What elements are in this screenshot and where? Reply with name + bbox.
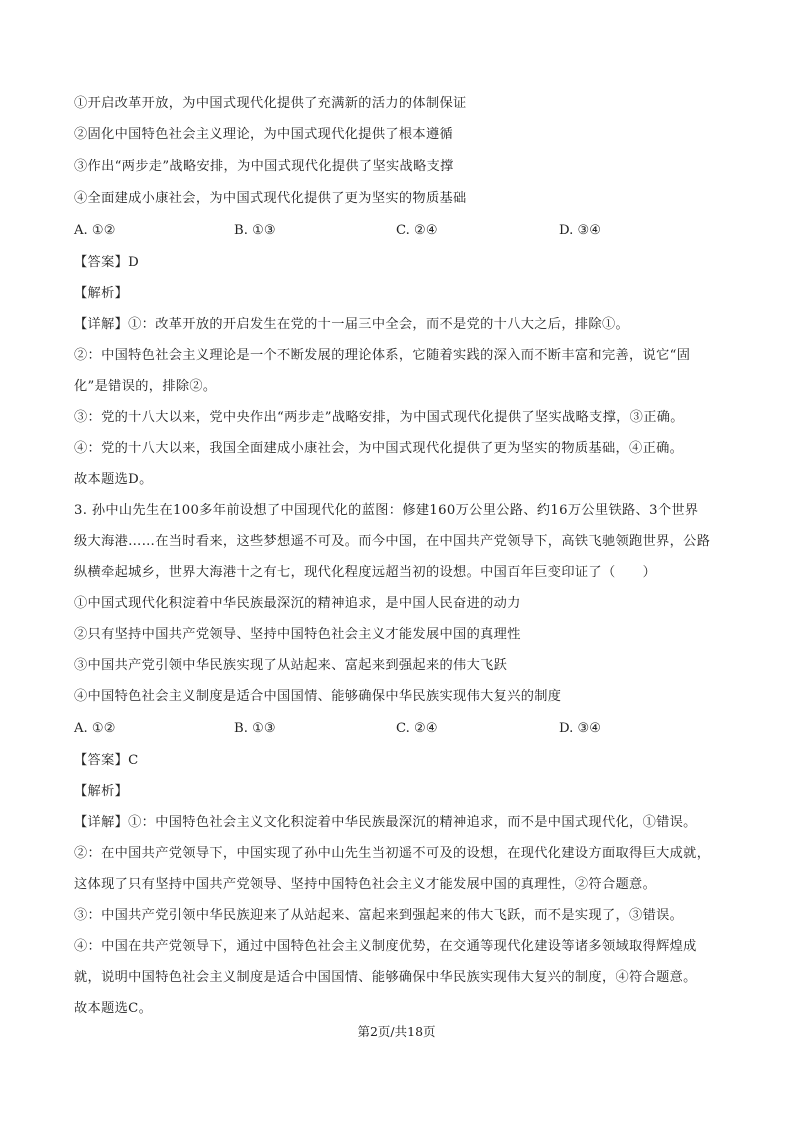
q3-option-d: D. ③④ — [559, 721, 602, 736]
q3-statement-4: ④中国特色社会主义制度是适合中国国情、能够确保中华民族实现伟大复兴的制度 — [74, 689, 562, 704]
q2-analysis-line-2: ②：中国特色社会主义理论是一个不断发展的理论体系，它随着实践的深入而不断丰富和完善，说它“固 — [74, 348, 691, 363]
q3-analysis-line-4: ③：中国共产党引领中华民族迎来了从站起来、富起来到强起来的伟大飞跃，而不是实现了，③错误。 — [74, 908, 684, 923]
q2-analysis-line-3: 化”是错误的，排除②。 — [74, 379, 217, 394]
q2-analysis-line-5: ④：党的十八大以来，我国全面建成小康社会，为中国式现代化提供了更为坚实的物质基础，④正确。 — [74, 441, 684, 456]
q3-analysis-line-5: ④：中国在共产党领导下，通过中国特色社会主义制度优势，在交通等现代化建设等诸多领域取得辉煌成 — [74, 939, 697, 954]
q2-option-c: C. ②④ — [396, 223, 438, 238]
q3-statement-1: ①中国式现代化积淀着中华民族最深沉的精神追求，是中国人民奋进的动力 — [74, 596, 521, 611]
q3-analysis-line-7: 故本题选C。 — [74, 1001, 153, 1016]
q3-statement-3: ③中国共产党引领中华民族实现了从站起来、富起来到强起来的伟大飞跃 — [74, 658, 508, 673]
q3-analysis-line-3: 这体现了只有坚持中国共产党领导、坚持中国特色社会主义才能发展中国的真理性，②符合题意。 — [74, 877, 657, 892]
q2-statement-1: ①开启改革开放，为中国式现代化提供了充满新的活力的体制保证 — [74, 96, 467, 111]
q2-answer: 【答案】D — [74, 255, 140, 270]
q2-analysis-line-6: 故本题选D。 — [74, 472, 153, 487]
q3-option-c: C. ②④ — [396, 721, 438, 736]
q3-statement-2: ②只有坚持中国共产党领导、坚持中国特色社会主义才能发展中国的真理性 — [74, 627, 521, 642]
q2-analysis-line-1: 【详解】①：改革开放的开启发生在党的十一届三中全会，而不是党的十八大之后，排除①。 — [74, 317, 630, 332]
q3-answer: 【答案】C — [74, 753, 139, 768]
q3-analysis-line-1: 【详解】①：中国特色社会主义文化积淀着中华民族最深沉的精神追求，而不是中国式现代化，①错误。 — [74, 815, 697, 830]
q2-analysis-line-4: ③：党的十八大以来，党中央作出“两步走”战略安排，为中国式现代化提供了坚实战略支撑，③正确。 — [74, 410, 684, 425]
q3-stem-line-1: 3. 孙中山先生在100多年前设想了中国现代化的蓝图：修建160万公里公路、约16万公里铁路、3个世界 — [74, 503, 699, 518]
page-footer: 第2页/共18页 — [357, 1024, 436, 1039]
q2-statement-3: ③作出“两步走”战略安排，为中国式现代化提供了坚实战略支撑 — [74, 159, 454, 174]
q3-option-b: B. ①③ — [234, 721, 276, 736]
q3-option-a: A. ①② — [74, 721, 116, 736]
q2-statement-4: ④全面建成小康社会，为中国式现代化提供了更为坚实的物质基础 — [74, 191, 467, 206]
q2-option-b: B. ①③ — [234, 223, 276, 238]
q3-stem-line-3: 纵横牵起城乡，世界大海港十之有七，现代化程度远超当初的设想。中国百年巨变印证了（ ） — [74, 565, 657, 580]
q3-analysis-title: 【解析】 — [74, 784, 129, 799]
q2-option-a: A. ①② — [74, 223, 116, 238]
q3-analysis-line-2: ②：在中国共产党领导下，中国实现了孙中山先生当初遥不可及的设想，在现代化建设方面取得巨大成就， — [74, 846, 711, 861]
q2-option-d: D. ③④ — [559, 223, 602, 238]
q3-stem-line-2: 级大海港……在当时看来，这些梦想遥不可及。而今中国，在中国共产党领导下，高铁飞驰领跑世界，公路 — [74, 534, 711, 549]
q2-analysis-title: 【解析】 — [74, 286, 129, 301]
q3-analysis-line-6: 就，说明中国特色社会主义制度是适合中国国情、能够确保中华民族实现伟大复兴的制度，④符合题意。 — [74, 970, 697, 985]
q2-statement-2: ②固化中国特色社会主义理论，为中国式现代化提供了根本遵循 — [74, 127, 454, 142]
